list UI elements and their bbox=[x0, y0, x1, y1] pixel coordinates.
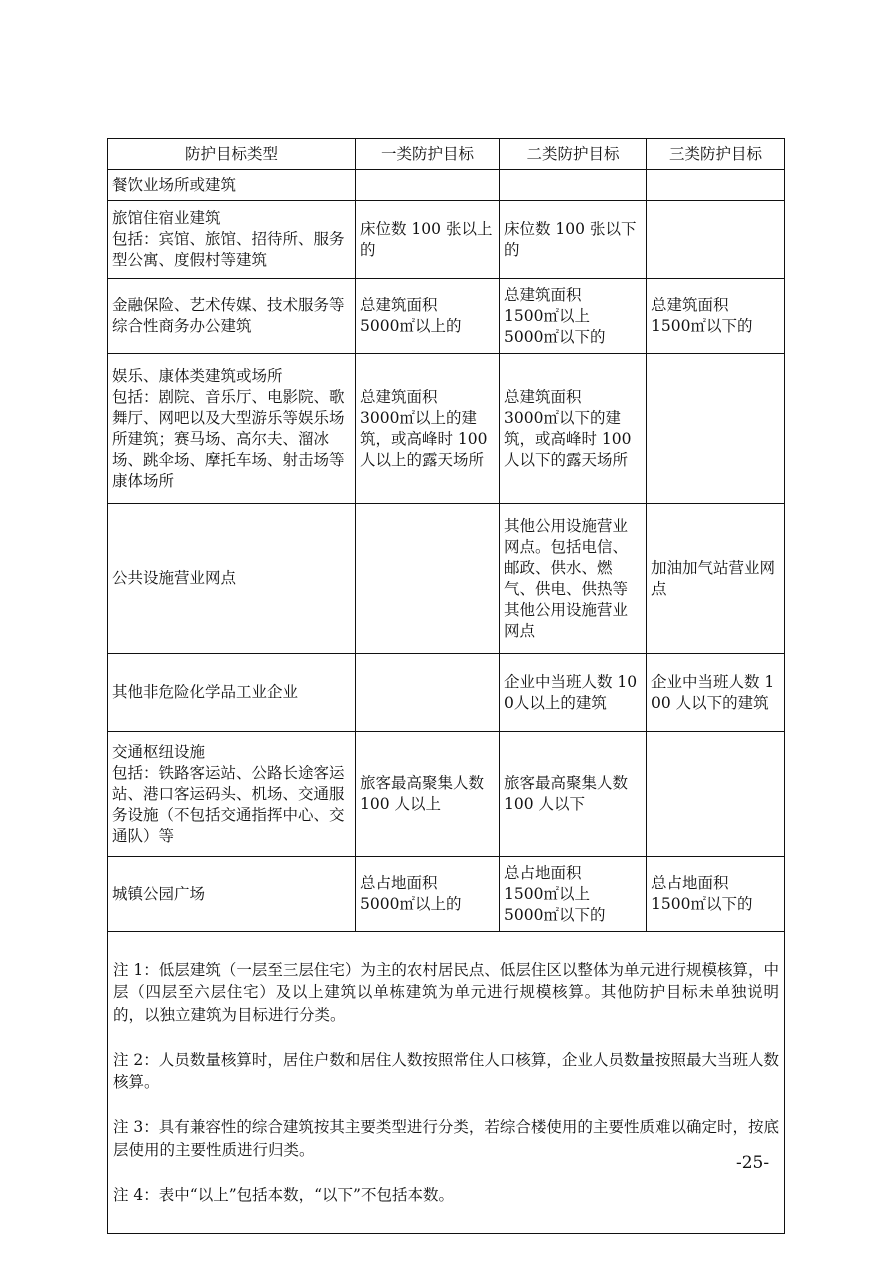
table-cell: 旅客最高聚集人数 100 人以上 bbox=[356, 732, 500, 857]
table-cell: 总建筑面积 3000㎡以下的建筑，或高峰时 100 人以下的露天场所 bbox=[500, 354, 647, 504]
table-note: 注 4：表中“以上”包括本数，“以下”不包括本数。 bbox=[113, 1185, 454, 1204]
table-cell: 总建筑面积 5000㎡以上的 bbox=[356, 279, 500, 354]
table-cell: 餐饮业场所或建筑 bbox=[108, 170, 356, 201]
table-cell: 床位数 100 张以上的 bbox=[356, 201, 500, 279]
table-header-row bbox=[108, 139, 785, 170]
page-number: -25- bbox=[736, 1153, 770, 1173]
column-header: 三类防护目标 bbox=[647, 139, 785, 170]
table-cell: 公共设施营业网点 bbox=[108, 504, 356, 654]
table-row bbox=[108, 279, 785, 354]
notes-cell bbox=[108, 932, 785, 1234]
table-cell: 娱乐、康体类建筑或场所 包括：剧院、音乐厅、电影院、歌舞厅、网吧以及大型游乐等娱乐场所建筑；赛马场、高尔夫、溜冰场、跳伞场、摩托车场、射击场等康体场所 bbox=[108, 354, 356, 504]
table-cell bbox=[356, 654, 500, 732]
table-row bbox=[108, 170, 785, 201]
table-note: 注 3：具有兼容性的综合建筑按其主要类型进行分类，若综合楼使用的主要性质难以确定时，按底层使用的主要性质进行归类。 bbox=[113, 1118, 779, 1159]
table-cell: 总占地面积 5000㎡以上的 bbox=[356, 857, 500, 932]
table-cell: 企业中当班人数 100人以上的建筑 bbox=[500, 654, 647, 732]
table-note: 注 2：人员数量核算时，居住户数和居住人数按照常住人口核算，企业人员数量按照最大当班人数核算。 bbox=[113, 1050, 779, 1091]
table-cell: 城镇公园广场 bbox=[108, 857, 356, 932]
table-row bbox=[108, 857, 785, 932]
table-cell bbox=[647, 732, 785, 857]
table-cell: 交通枢纽设施 包括：铁路客运站、公路长途客运站、港口客运码头、机场、交通服务设施（不包括交通指挥中心、交通队）等 bbox=[108, 732, 356, 857]
table-cell bbox=[647, 170, 785, 201]
table-cell: 其他非危险化学品工业企业 bbox=[108, 654, 356, 732]
table-row bbox=[108, 504, 785, 654]
table-cell bbox=[647, 354, 785, 504]
table-cell: 旅客最高聚集人数 100 人以下 bbox=[500, 732, 647, 857]
table-cell bbox=[356, 170, 500, 201]
table-cell: 加油加气站营业网点 bbox=[647, 504, 785, 654]
table-cell: 其他公用设施营业网点。包括电信、邮政、供水、燃气、供电、供热等其他公用设施营业网点 bbox=[500, 504, 647, 654]
table-row bbox=[108, 201, 785, 279]
table-row bbox=[108, 654, 785, 732]
table-cell bbox=[500, 170, 647, 201]
notes-row bbox=[108, 932, 785, 1234]
table-cell: 总建筑面积 3000㎡以上的建筑，或高峰时 100 人以上的露天场所 bbox=[356, 354, 500, 504]
table-cell: 总建筑面积 1500㎡以上 5000㎡以下的 bbox=[500, 279, 647, 354]
column-header: 一类防护目标 bbox=[356, 139, 500, 170]
table-row bbox=[108, 354, 785, 504]
table-cell: 总建筑面积 1500㎡以下的 bbox=[647, 279, 785, 354]
column-header: 二类防护目标 bbox=[500, 139, 647, 170]
protection-target-table bbox=[107, 138, 785, 1234]
table-cell: 金融保险、艺术传媒、技术服务等综合性商务办公建筑 bbox=[108, 279, 356, 354]
table-cell: 旅馆住宿业建筑 包括：宾馆、旅馆、招待所、服务型公寓、度假村等建筑 bbox=[108, 201, 356, 279]
table-cell bbox=[356, 504, 500, 654]
table-cell: 床位数 100 张以下的 bbox=[500, 201, 647, 279]
table-note: 注 1：低层建筑（一层至三层住宅）为主的农村居民点、低层住区以整体为单元进行规模核算，中层（四层至六层住宅）及以上建筑以单栋建筑为单元进行规模核算。其他防护目标未单独说明的，以独立建筑为目标进行分类。 bbox=[113, 960, 779, 1024]
table-row bbox=[108, 732, 785, 857]
table-cell: 总占地面积 1500㎡以上 5000㎡以下的 bbox=[500, 857, 647, 932]
table-cell: 企业中当班人数 100 人以下的建筑 bbox=[647, 654, 785, 732]
column-header: 防护目标类型 bbox=[108, 139, 356, 170]
table-cell bbox=[647, 201, 785, 279]
table-cell: 总占地面积 1500㎡以下的 bbox=[647, 857, 785, 932]
